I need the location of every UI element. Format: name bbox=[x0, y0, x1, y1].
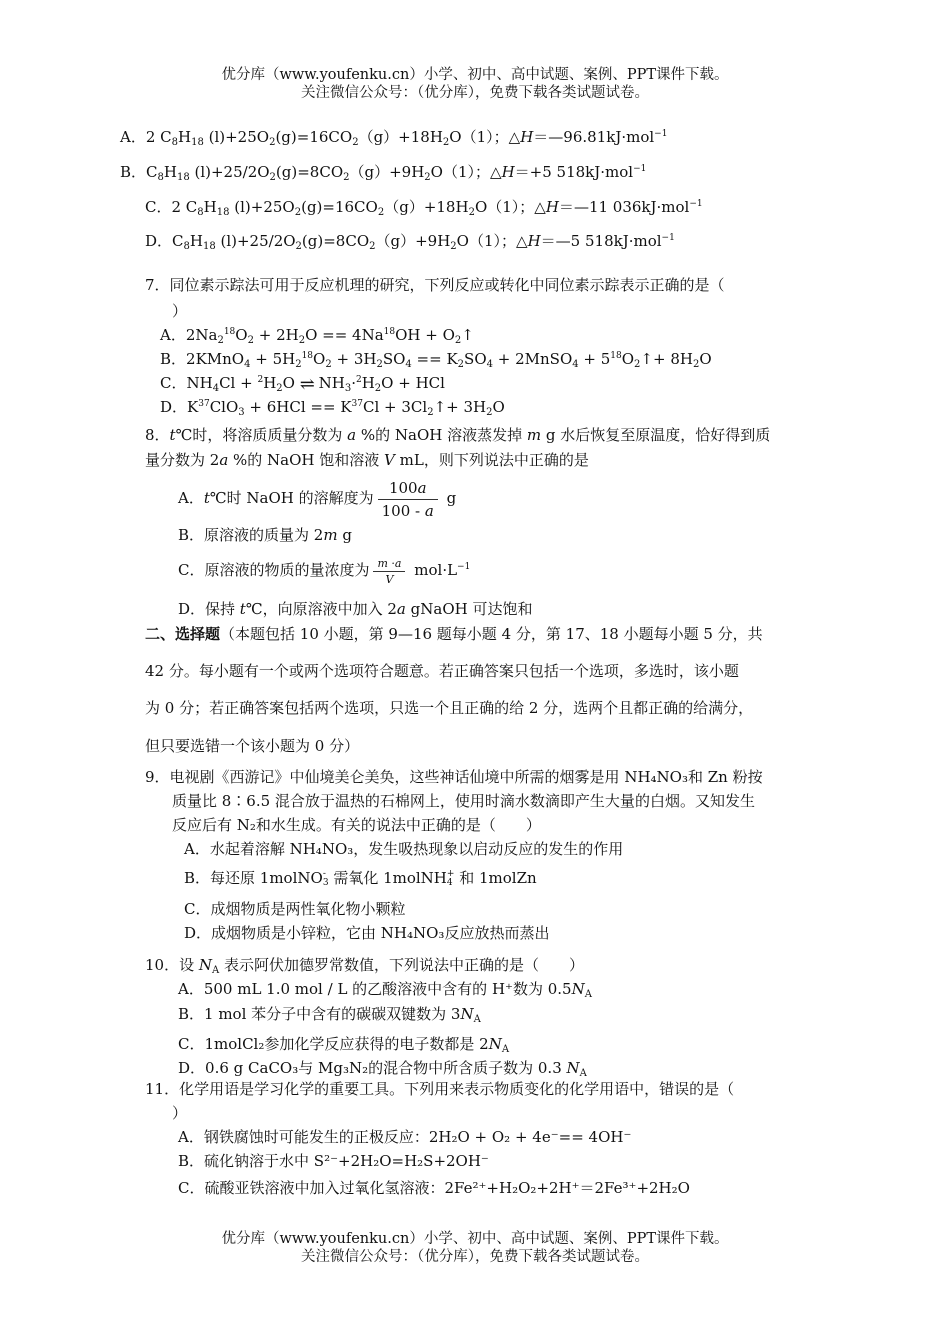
concentration-fraction: $\frac{m \cdot a}{V}$ bbox=[373, 556, 405, 587]
q10-option-a: A．500 mL 1.0 mol / L 的乙酸溶液中含有的 H⁺数为 $0.5N_A$ bbox=[178, 980, 592, 1000]
q10-option-c: C．1molCl₂参加化学反应获得的电子数都是 $2N_A$ bbox=[178, 1035, 510, 1055]
section-2-line-2: 42 分。每小题有一个或两个选项符合题意。若正确答案只包括一个选项，多选时，该小题 bbox=[145, 662, 739, 680]
section-2-line-3: 为 0 分；若正确答案包括两个选项，只选一个且正确的给 2 分，选两个且都正确的给满分， bbox=[145, 699, 754, 717]
q6-option-b: B．$C_8H_{18}$ $(l)+25/2O_2(g)=8CO_2(g)+9H_2O(1)$；△H＝+5 518kJ·mol$^{-1}$ bbox=[120, 163, 647, 183]
q9-stem-line-1: 9．电视剧《西游记》中仙境美仑美奂，这些神话仙境中所需的烟雾是用 NH₄NO₃和 Zn 粉按 bbox=[145, 768, 763, 786]
q8-stem-line-1: 8．t℃时，将溶质质量分数为 a %的 NaOH 溶液蒸发掉 m g 水后恢复至原温度，恰好得到质 bbox=[145, 426, 771, 444]
q8-option-b: B．原溶液的质量为 2m g bbox=[178, 526, 352, 544]
q10-option-d: D．0.6 g CaCO₃与 Mg₃N₂的混合物中所含质子数为 0.3 $N_A$ bbox=[178, 1059, 587, 1079]
section-2-title: 二、选择题 bbox=[145, 625, 221, 643]
equilibrium-arrow-icon: ⇌ bbox=[299, 374, 314, 395]
q8-stem-line-2: 量分数为 2a %的 NaOH 饱和溶液 V mL，则下列说法中正确的是 bbox=[145, 451, 589, 469]
header-line-2: 关注微信公众号：（优分库），免费下载各类试题试卷。 bbox=[301, 85, 649, 101]
solubility-fraction: $\frac{100a}{100 - a}$ bbox=[378, 477, 438, 522]
q10-option-b: B．1 mol 苯分子中含有的碳碳双键数为 $3N_A$ bbox=[178, 1005, 481, 1025]
q11-option-c: C．硫酸亚铁溶液中加入过氧化氢溶液：2Fe²⁺+H₂O₂+2H⁺＝2Fe³⁺+2H₂O bbox=[178, 1179, 690, 1197]
q11-option-b: B．硫化钠溶于水中 S²⁻+2H₂O=H₂S+2OH⁻ bbox=[178, 1152, 489, 1170]
header-line-1: 优分库（www.youfenku.cn）小学、初中、高中试题、案例、PPT课件下载。 bbox=[221, 67, 729, 83]
q9-option-c: C．成烟物质是两性氧化物小颗粒 bbox=[184, 900, 406, 918]
footer-line-2: 关注微信公众号：（优分库），免费下载各类试题试卷。 bbox=[301, 1249, 649, 1265]
q7-option-a: A．$2Na_2^{18}O_2 + 2H_2O == 4Na^{18}OH$ + $O_2↑$ bbox=[160, 326, 474, 346]
q8-option-c: C．原溶液的物质的量浓度为 $\frac{m \cdot a}{V}$ $mol\cdot L^{-1}$ bbox=[178, 556, 471, 586]
q11-stem-end: ） bbox=[172, 1104, 188, 1122]
q9-stem-line-3: 反应后有 N₂和水生成。有关的说法中正确的是（ ） bbox=[172, 816, 541, 834]
q10-stem: 10．设 $N_A$ 表示阿伏加德罗常数值，下列说法中正确的是（ ） bbox=[145, 956, 584, 976]
q7-stem: 7．同位素示踪法可用于反应机理的研究，下列反应或转化中同位素示踪表示正确的是（ bbox=[145, 276, 725, 294]
q11-option-a: A．钢铁腐蚀时可能发生的正极反应：2H₂O + O₂ + 4e⁻== 4OH⁻ bbox=[178, 1128, 632, 1146]
q6-option-d: D．$C_8H_{18}$ $(l)+25/2O_2(g)=8CO_2(g)+9H_2O(1)$；△H＝—5 518kJ·mol$^{-1}$ bbox=[145, 232, 675, 252]
q9-stem-line-2: 质量比 8∶6.5 混合放于温热的石棉网上，使用时滴水数滴即产生大量的白烟。又知发生 bbox=[172, 792, 755, 810]
q7-option-d: D．$K^{37}ClO_3 + 6HCl == K^{37}Cl$ + $3Cl_2↑+ 3H_2O$ bbox=[160, 398, 505, 418]
q8-option-d: D．保持 t℃，向原溶液中加入 2a gNaOH 可达饱和 bbox=[178, 600, 533, 618]
q11-stem: 11．化学用语是学习化学的重要工具。下列用来表示物质变化的化学用语中，错误的是（ bbox=[145, 1080, 735, 1098]
footer-line-1: 优分库（www.youfenku.cn）小学、初中、高中试题、案例、PPT课件下载。 bbox=[221, 1231, 729, 1247]
q7-option-c: C．$NH_4Cl + ^2H_2O$ ⇌ $NH_3\cdot^2H_2O$ + HCl bbox=[160, 374, 445, 395]
q9-option-b: B．每还原 1molNO - 3 需氧化 1molNH + 4 和 1molZn bbox=[184, 869, 537, 888]
section-2-line-4: 但只要选错一个该小题为 0 分） bbox=[145, 737, 360, 755]
q7-option-b: B．2KMnO$_4$ + $5H_2^{18}O_2 + 3H_2SO_4 == K_2SO_4$ + 2MnSO$_4$ + $5^{18}O_2↑+ 8H_2O$ bbox=[160, 350, 712, 370]
q6-option-c: C．2 $C_8H_{18}$ $(l)+25O_2(g)=16CO_2(g)+18H_2O(1)$；△H＝—11 036kJ·mol$^{-1}$ bbox=[145, 198, 703, 218]
q9-option-a: A．水起着溶解 NH₄NO₃，发生吸热现象以启动反应的发生的作用 bbox=[184, 840, 624, 858]
q7-stem-end: ） bbox=[172, 302, 188, 320]
section-2-line-1: 二、选择题（本题包括 10 小题，第 9—16 题每小题 4 分，第 17、18 小题每小题 5 分，共 bbox=[145, 625, 763, 643]
q9-option-d: D．成烟物质是小锌粒，它由 NH₄NO₃反应放热而蒸出 bbox=[184, 924, 550, 942]
q6-option-a: A．2 $C_8H_{18}$ $(l)+25O_2(g)=16CO_2(g)+18H_2O(1)$；△H＝—96.81kJ·mol$^{-1}$ bbox=[120, 128, 668, 148]
q8-option-a: A．t℃时 NaOH 的溶解度为 $\frac{100a}{100 - a}$ g bbox=[178, 478, 457, 520]
